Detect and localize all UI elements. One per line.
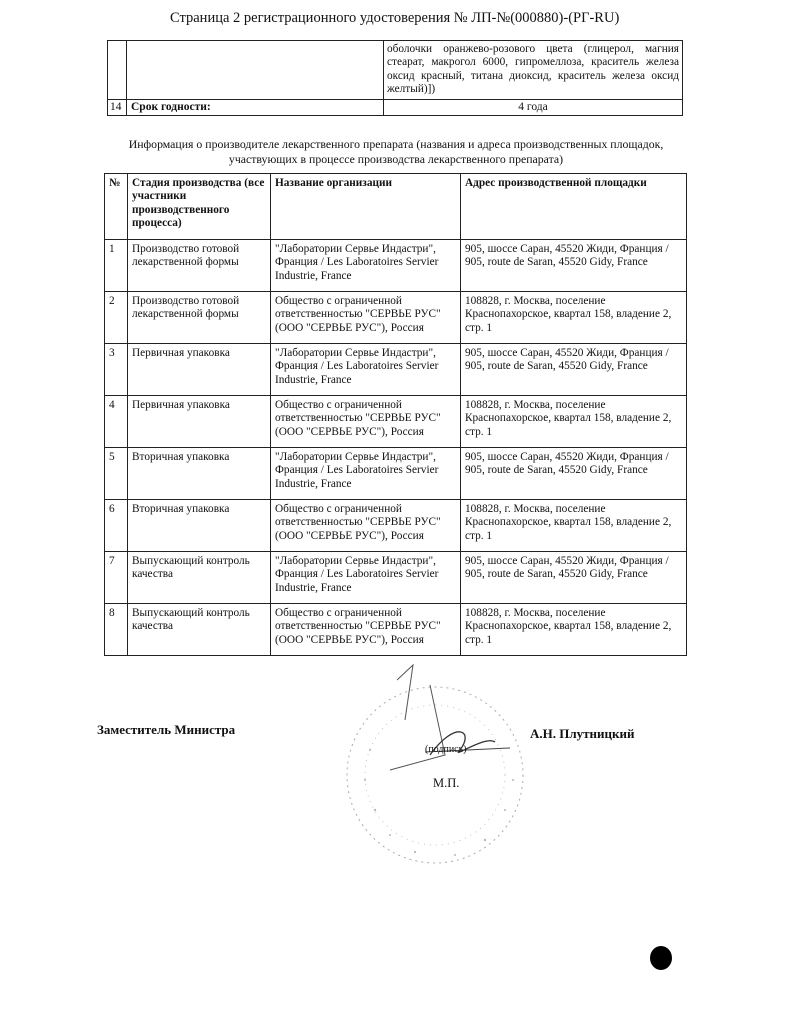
shelf-life-row [108, 99, 683, 115]
row-number: 6 [105, 500, 128, 552]
table-row [105, 240, 687, 292]
signature-caption: (подпись) [425, 744, 467, 755]
table-row [105, 448, 687, 500]
production-stage: Первичная упаковка [128, 396, 271, 448]
table-row [105, 604, 687, 656]
page-header-title: Страница 2 регистрационного удостоверения № ЛП-№(000880)-(РГ-RU) [170, 10, 620, 26]
table-row [105, 396, 687, 448]
signatory-name: А.Н. Плутницкий [530, 726, 635, 741]
seal-label: М.П. [433, 776, 460, 790]
manufacturers-table [104, 173, 687, 656]
row-number: 14 [108, 99, 127, 115]
organization-name: "Лаборатории Сервье Индастри", Франция / Les Laboratoires Servier Industrie, France [271, 344, 461, 396]
row-number: 5 [105, 448, 128, 500]
production-stage: Вторичная упаковка [128, 500, 271, 552]
signatory-position: Заместитель Министра [97, 722, 236, 737]
row-number: 1 [105, 240, 128, 292]
column-header-number: № [105, 174, 128, 240]
table-row [105, 292, 687, 344]
row-number: 3 [105, 344, 128, 396]
row-number: 8 [105, 604, 128, 656]
row-number: 4 [105, 396, 128, 448]
empty-cell [108, 41, 127, 100]
composition-continuation-table [107, 40, 683, 116]
shelf-life-value: 4 года [384, 99, 683, 115]
organization-name: Общество с ограниченной ответственностью "СЕРВЬЕ РУС" (ООО "СЕРВЬЕ РУС"), Россия [271, 396, 461, 448]
row-number: 2 [105, 292, 128, 344]
organization-name: "Лаборатории Сервье Индастри", Франция / Les Laboratoires Servier Industrie, France [271, 240, 461, 292]
column-header-address: Адрес производственной площадки [461, 174, 687, 240]
table-row [105, 500, 687, 552]
production-stage: Выпускающий контроль качества [128, 552, 271, 604]
table-row [105, 552, 687, 604]
production-stage: Вторичная упаковка [128, 448, 271, 500]
official-seal-stamp [335, 660, 535, 880]
composition-row [108, 41, 683, 100]
row-number: 7 [105, 552, 128, 604]
table-row [105, 344, 687, 396]
column-header-organization: Название организации [271, 174, 461, 240]
production-stage: Выпускающий контроль качества [128, 604, 271, 656]
site-address: 905, шоссе Саран, 45520 Жиди, Франция / 905, route de Saran, 45520 Gidy, France [461, 344, 687, 396]
manufacturer-info-intro: Информация о производителе лекарственного препарата (названия и адреса производственных площадок, участвующих в процессе производства лекарственного препарата) [128, 137, 664, 166]
shelf-life-label: Срок годности: [127, 99, 384, 115]
organization-name: Общество с ограниченной ответственностью "СЕРВЬЕ РУС" (ООО "СЕРВЬЕ РУС"), Россия [271, 500, 461, 552]
site-address: 108828, г. Москва, поселение Краснопахорское, квартал 158, владение 2, стр. 1 [461, 500, 687, 552]
production-stage: Первичная упаковка [128, 344, 271, 396]
organization-name: "Лаборатории Сервье Индастри", Франция / Les Laboratoires Servier Industrie, France [271, 552, 461, 604]
site-address: 108828, г. Москва, поселение Краснопахорское, квартал 158, владение 2, стр. 1 [461, 396, 687, 448]
production-stage: Производство готовой лекарственной формы [128, 292, 271, 344]
site-address: 108828, г. Москва, поселение Краснопахорское, квартал 158, владение 2, стр. 1 [461, 292, 687, 344]
organization-name: "Лаборатории Сервье Индастри", Франция / Les Laboratoires Servier Industrie, France [271, 448, 461, 500]
empty-cell [127, 41, 384, 100]
site-address: 905, шоссе Саран, 45520 Жиди, Франция / 905, route de Saran, 45520 Gidy, France [461, 240, 687, 292]
composition-text: оболочки оранжево-розового цвета (глицерол, магния стеарат, макрогол 6000, гипромеллоза, краситель железа оксид красный, титана диоксид, краситель железа оксид желтый)]) [384, 41, 683, 100]
site-address: 108828, г. Москва, поселение Краснопахорское, квартал 158, владение 2, стр. 1 [461, 604, 687, 656]
scan-marker-dot [650, 946, 672, 970]
site-address: 905, шоссе Саран, 45520 Жиди, Франция / 905, route de Saran, 45520 Gidy, France [461, 448, 687, 500]
organization-name: Общество с ограниченной ответственностью "СЕРВЬЕ РУС" (ООО "СЕРВЬЕ РУС"), Россия [271, 604, 461, 656]
production-stage: Производство готовой лекарственной формы [128, 240, 271, 292]
site-address: 905, шоссе Саран, 45520 Жиди, Франция / 905, route de Saran, 45520 Gidy, France [461, 552, 687, 604]
column-header-stage: Стадия производства (все участники производственного процесса) [128, 174, 271, 240]
table-header-row [105, 174, 687, 240]
organization-name: Общество с ограниченной ответственностью "СЕРВЬЕ РУС" (ООО "СЕРВЬЕ РУС"), Россия [271, 292, 461, 344]
